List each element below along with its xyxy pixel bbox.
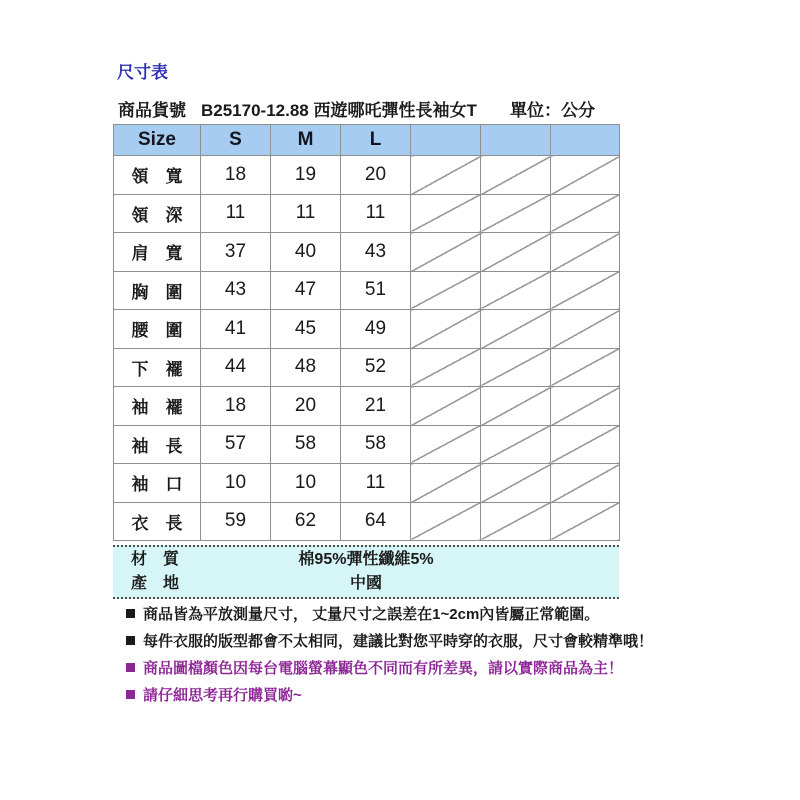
table-row	[114, 271, 620, 310]
size-l-value: 49	[341, 310, 411, 349]
note-text: 商品圖檔顏色因每台電腦螢幕顯色不同而有所差異，請以實際商品為主！	[143, 660, 624, 677]
origin-value: 中國	[349, 575, 382, 592]
column-header-empty	[481, 125, 551, 156]
size-m-value: 58	[271, 425, 341, 464]
bullet-square-icon	[126, 690, 135, 699]
size-s-value: 37	[201, 233, 271, 272]
table-row	[114, 425, 620, 464]
size-s-value: 59	[201, 502, 271, 541]
size-m-value: 48	[271, 348, 341, 387]
empty-diagonal-cell	[411, 194, 481, 233]
empty-diagonal-cell	[411, 387, 481, 426]
empty-diagonal-cell	[481, 387, 551, 426]
size-m-value: 62	[271, 502, 341, 541]
empty-diagonal-cell	[551, 310, 620, 349]
size-s-value: 43	[201, 271, 271, 310]
empty-diagonal-cell	[551, 464, 620, 503]
table-row	[114, 310, 620, 349]
size-s-value: 57	[201, 425, 271, 464]
empty-diagonal-cell	[551, 271, 620, 310]
empty-diagonal-cell	[411, 156, 481, 195]
note-text: 每件衣服的版型都會不太相同，建議比對您平時穿的衣服，尺寸會較精準哦！	[143, 633, 654, 650]
measure-label: 袖 襬	[114, 387, 201, 426]
column-header-s: S	[201, 125, 271, 156]
size-l-value: 52	[341, 348, 411, 387]
size-s-value: 10	[201, 464, 271, 503]
material-label: 材 質	[131, 551, 180, 568]
table-row	[114, 348, 620, 387]
page-title: 尺寸表	[117, 63, 168, 82]
origin-label: 產 地	[131, 575, 180, 592]
column-header-empty	[551, 125, 620, 156]
size-m-value: 10	[271, 464, 341, 503]
size-l-value: 64	[341, 502, 411, 541]
empty-diagonal-cell	[551, 348, 620, 387]
measure-label: 袖 長	[114, 425, 201, 464]
empty-diagonal-cell	[411, 425, 481, 464]
material-row	[113, 548, 619, 572]
column-header-m: M	[271, 125, 341, 156]
table-row	[114, 464, 620, 503]
bullet-square-icon	[126, 636, 135, 645]
size-l-value: 51	[341, 271, 411, 310]
size-s-value: 18	[201, 387, 271, 426]
size-s-value: 44	[201, 348, 271, 387]
measure-label: 領 寬	[114, 156, 201, 195]
size-m-value: 20	[271, 387, 341, 426]
empty-diagonal-cell	[481, 464, 551, 503]
measure-label: 胸 圍	[114, 271, 201, 310]
size-l-value: 58	[341, 425, 411, 464]
unit-label: 單位：公分	[510, 101, 595, 120]
note-item	[126, 627, 786, 654]
size-m-value: 45	[271, 310, 341, 349]
empty-diagonal-cell	[551, 425, 620, 464]
table-header-row	[114, 125, 620, 156]
empty-diagonal-cell	[411, 271, 481, 310]
empty-diagonal-cell	[551, 156, 620, 195]
material-origin-strip	[113, 545, 619, 599]
size-m-value: 19	[271, 156, 341, 195]
measure-label: 衣 長	[114, 502, 201, 541]
size-table	[113, 124, 620, 541]
size-l-value: 20	[341, 156, 411, 195]
size-l-value: 43	[341, 233, 411, 272]
empty-diagonal-cell	[551, 502, 620, 541]
product-info-line	[0, 96, 800, 120]
bullet-square-icon	[126, 663, 135, 672]
empty-diagonal-cell	[481, 502, 551, 541]
note-item	[126, 600, 786, 627]
note-item	[126, 681, 786, 708]
note-item	[126, 654, 786, 681]
note-text: 請仔細思考再行購買喲~	[143, 687, 302, 704]
size-m-value: 40	[271, 233, 341, 272]
empty-diagonal-cell	[411, 233, 481, 272]
empty-diagonal-cell	[481, 310, 551, 349]
size-s-value: 41	[201, 310, 271, 349]
origin-row	[113, 572, 619, 596]
table-row	[114, 194, 620, 233]
empty-diagonal-cell	[551, 194, 620, 233]
material-value: 棉95%彈性纖維5%	[298, 551, 434, 568]
empty-diagonal-cell	[411, 464, 481, 503]
size-l-value: 11	[341, 194, 411, 233]
empty-diagonal-cell	[551, 233, 620, 272]
empty-diagonal-cell	[481, 233, 551, 272]
product-name: B25170-12.88 西遊哪吒彈性長袖女T	[201, 101, 477, 120]
column-header-empty	[411, 125, 481, 156]
empty-diagonal-cell	[411, 502, 481, 541]
empty-diagonal-cell	[481, 194, 551, 233]
size-m-value: 11	[271, 194, 341, 233]
empty-diagonal-cell	[411, 348, 481, 387]
size-l-value: 21	[341, 387, 411, 426]
empty-diagonal-cell	[481, 348, 551, 387]
measure-label: 腰 圍	[114, 310, 201, 349]
empty-diagonal-cell	[481, 425, 551, 464]
column-header-l: L	[341, 125, 411, 156]
note-text: 商品皆為平放測量尺寸， 丈量尺寸之誤差在1~2cm內皆屬正常範圍。	[143, 606, 600, 623]
measure-label: 下 襬	[114, 348, 201, 387]
table-row	[114, 387, 620, 426]
table-row	[114, 502, 620, 541]
size-l-value: 11	[341, 464, 411, 503]
column-header-size: Size	[114, 125, 201, 156]
size-m-value: 47	[271, 271, 341, 310]
size-s-value: 18	[201, 156, 271, 195]
empty-diagonal-cell	[481, 271, 551, 310]
table-row	[114, 156, 620, 195]
measure-label: 肩 寬	[114, 233, 201, 272]
empty-diagonal-cell	[411, 310, 481, 349]
product-code-label: 商品貨號	[118, 101, 186, 120]
table-row	[114, 233, 620, 272]
empty-diagonal-cell	[481, 156, 551, 195]
empty-diagonal-cell	[551, 387, 620, 426]
footnotes	[126, 600, 786, 708]
measure-label: 袖 口	[114, 464, 201, 503]
bullet-square-icon	[126, 609, 135, 618]
measure-label: 領 深	[114, 194, 201, 233]
size-s-value: 11	[201, 194, 271, 233]
